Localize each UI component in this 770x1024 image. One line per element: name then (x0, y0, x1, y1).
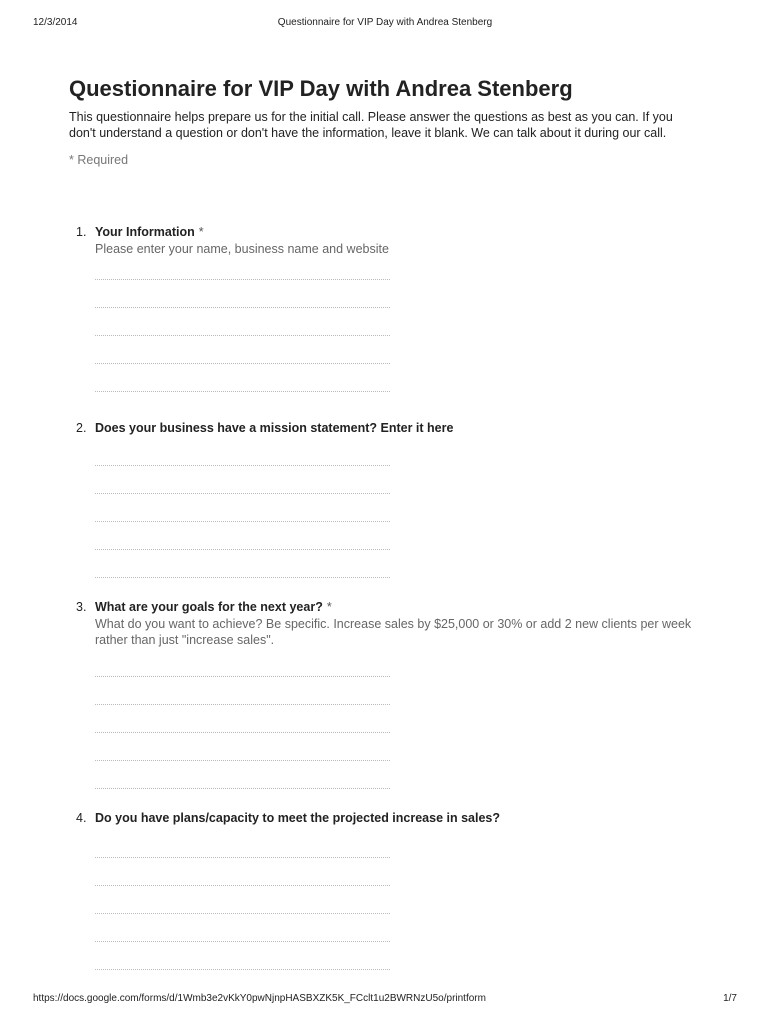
required-marker: * (326, 600, 332, 614)
question-number: 1. (76, 225, 87, 239)
answer-line (95, 279, 390, 280)
question-number: 2. (76, 421, 87, 435)
print-title: Questionnaire for VIP Day with Andrea Stenberg (277, 17, 493, 28)
answer-line (95, 465, 390, 466)
print-header (33, 17, 737, 28)
answer-line (95, 549, 390, 550)
answer-line (95, 704, 390, 705)
answer-line (95, 885, 390, 886)
answer-line (95, 969, 390, 970)
question-4 (76, 810, 696, 826)
question-1 (76, 224, 696, 257)
answer-line (95, 913, 390, 914)
answer-line (95, 521, 390, 522)
form-description: This questionnaire helps prepare us for the initial call. Please answer the questions as best as you can. If you don't understand a question or don't have the information, leave it blank. We can talk about it during our call. (69, 110, 673, 140)
question-title: What are your goals for the next year? (95, 600, 323, 614)
answer-line (95, 788, 390, 789)
form-title: Questionnaire for VIP Day with Andrea Stenberg (69, 76, 573, 101)
form-header (69, 75, 709, 167)
answer-line (95, 676, 390, 677)
question-2 (76, 420, 696, 436)
required-marker: * (198, 225, 204, 239)
answer-line (95, 391, 390, 392)
question-3 (76, 599, 696, 648)
question-title: Does your business have a mission statement? Enter it here (95, 421, 454, 435)
answer-line (95, 493, 390, 494)
question-title: Your Information (95, 225, 195, 239)
answer-line (95, 941, 390, 942)
question-number: 4. (76, 811, 87, 825)
question-title: Do you have plans/capacity to meet the projected increase in sales? (95, 811, 501, 825)
answer-line (95, 577, 390, 578)
question-help: Please enter your name, business name and website (95, 242, 389, 256)
answer-line (95, 307, 390, 308)
question-number: 3. (76, 600, 87, 614)
print-footer (33, 993, 737, 1004)
page-number: 1/7 (723, 993, 737, 1004)
answer-line (95, 732, 390, 733)
print-url: https://docs.google.com/forms/d/1Wmb3e2vKkY0pwNjnpHASBXZK5K_FCclt1u2BWRNzU5o/printform (33, 993, 486, 1004)
answer-line (95, 857, 390, 858)
required-note: * Required (69, 153, 129, 167)
question-help: What do you want to achieve? Be specific. Increase sales by $25,000 or 30% or add 2 new clients per week rather than just "increase sales". (95, 617, 692, 647)
answer-line (95, 363, 390, 364)
answer-line (95, 335, 390, 336)
answer-line (95, 760, 390, 761)
print-date: 12/3/2014 (33, 17, 78, 28)
